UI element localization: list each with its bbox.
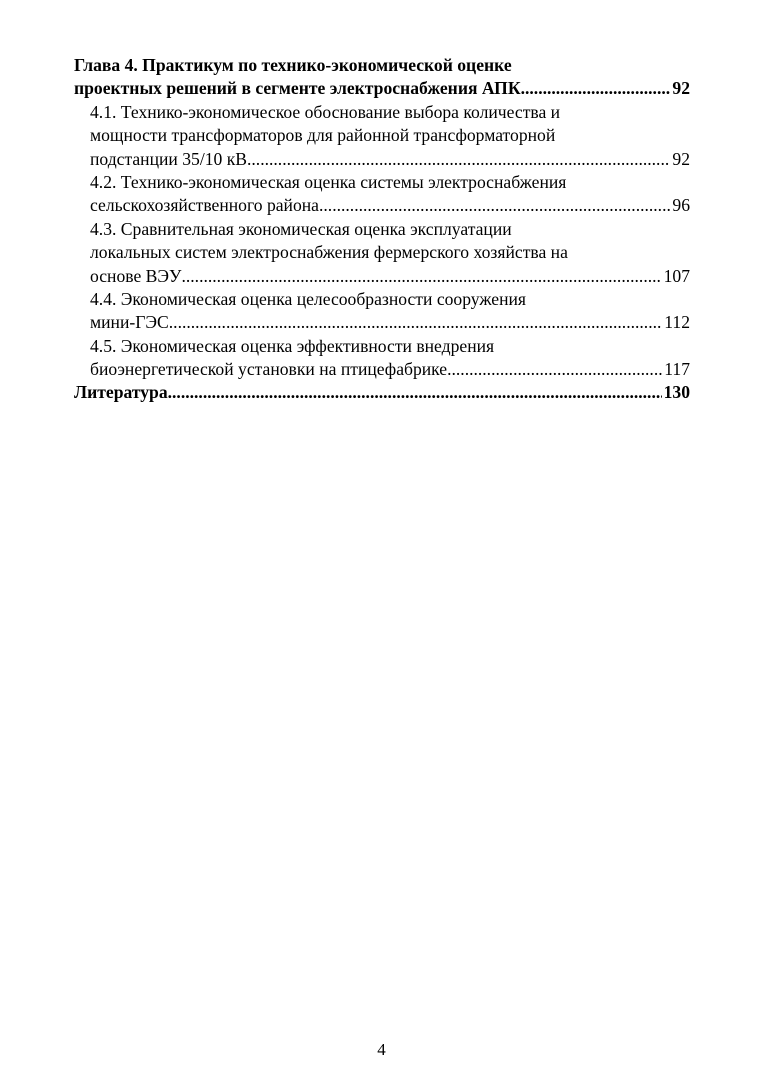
toc-entry-text: подстанции 35/10 кВ — [90, 148, 247, 169]
toc-entry-text: основе ВЭУ — [90, 265, 182, 286]
dot-leader — [247, 148, 670, 171]
toc-section-line: 4.5. Экономическая оценка эффективности внедрения — [90, 335, 495, 356]
toc-chapter-entry[interactable] — [74, 77, 690, 100]
toc-chapter-heading-line: Глава 4. Практикум по технико-экономической оценке — [74, 55, 512, 75]
table-of-contents — [74, 54, 690, 405]
toc-entry-text: Литература — [74, 382, 168, 403]
dot-leader — [168, 381, 662, 404]
toc-section-entry[interactable] — [74, 265, 690, 288]
toc-literature-entry[interactable] — [74, 381, 690, 404]
toc-entry-text: мини-ГЭС — [90, 312, 169, 333]
toc-section-entry[interactable] — [74, 358, 690, 381]
dot-leader — [169, 311, 662, 334]
dot-leader — [319, 194, 670, 217]
toc-section-line: локальных систем электроснабжения фермерского хозяйства на — [90, 242, 568, 263]
toc-page-number: 107 — [663, 265, 690, 286]
toc-section-line: 4.1. Технико-экономическое обоснование выбора количества и — [90, 101, 561, 122]
toc-entry-text: проектных решений в сегменте электроснабжения АПК — [74, 78, 521, 99]
toc-section-line: 4.2. Технико-экономическая оценка системы электроснабжения — [90, 171, 567, 192]
toc-section-entry[interactable] — [74, 311, 690, 334]
toc-page-number: 96 — [672, 195, 690, 216]
toc-page-number: 92 — [672, 78, 690, 99]
toc-page-number: 117 — [664, 359, 690, 380]
toc-section-line: 4.4. Экономическая оценка целесообразности сооружения — [90, 288, 527, 309]
toc-page-number: 130 — [663, 382, 690, 403]
toc-entry-text: сельскохозяйственного района — [90, 195, 319, 216]
dot-leader — [181, 265, 661, 288]
toc-entry-text: биоэнергетической установки на птицефабрике — [90, 359, 448, 380]
dot-leader — [521, 77, 671, 100]
toc-page-number: 112 — [664, 312, 690, 333]
toc-section-line: 4.3. Сравнительная экономическая оценка эксплуатации — [90, 218, 512, 239]
toc-section-entry[interactable] — [74, 194, 690, 217]
toc-section-entry[interactable] — [74, 148, 690, 171]
page-number: 4 — [377, 1040, 386, 1059]
toc-section-line: мощности трансформаторов для районной трансформаторной — [90, 125, 556, 146]
toc-page-number: 92 — [672, 148, 690, 169]
dot-leader — [447, 358, 662, 381]
